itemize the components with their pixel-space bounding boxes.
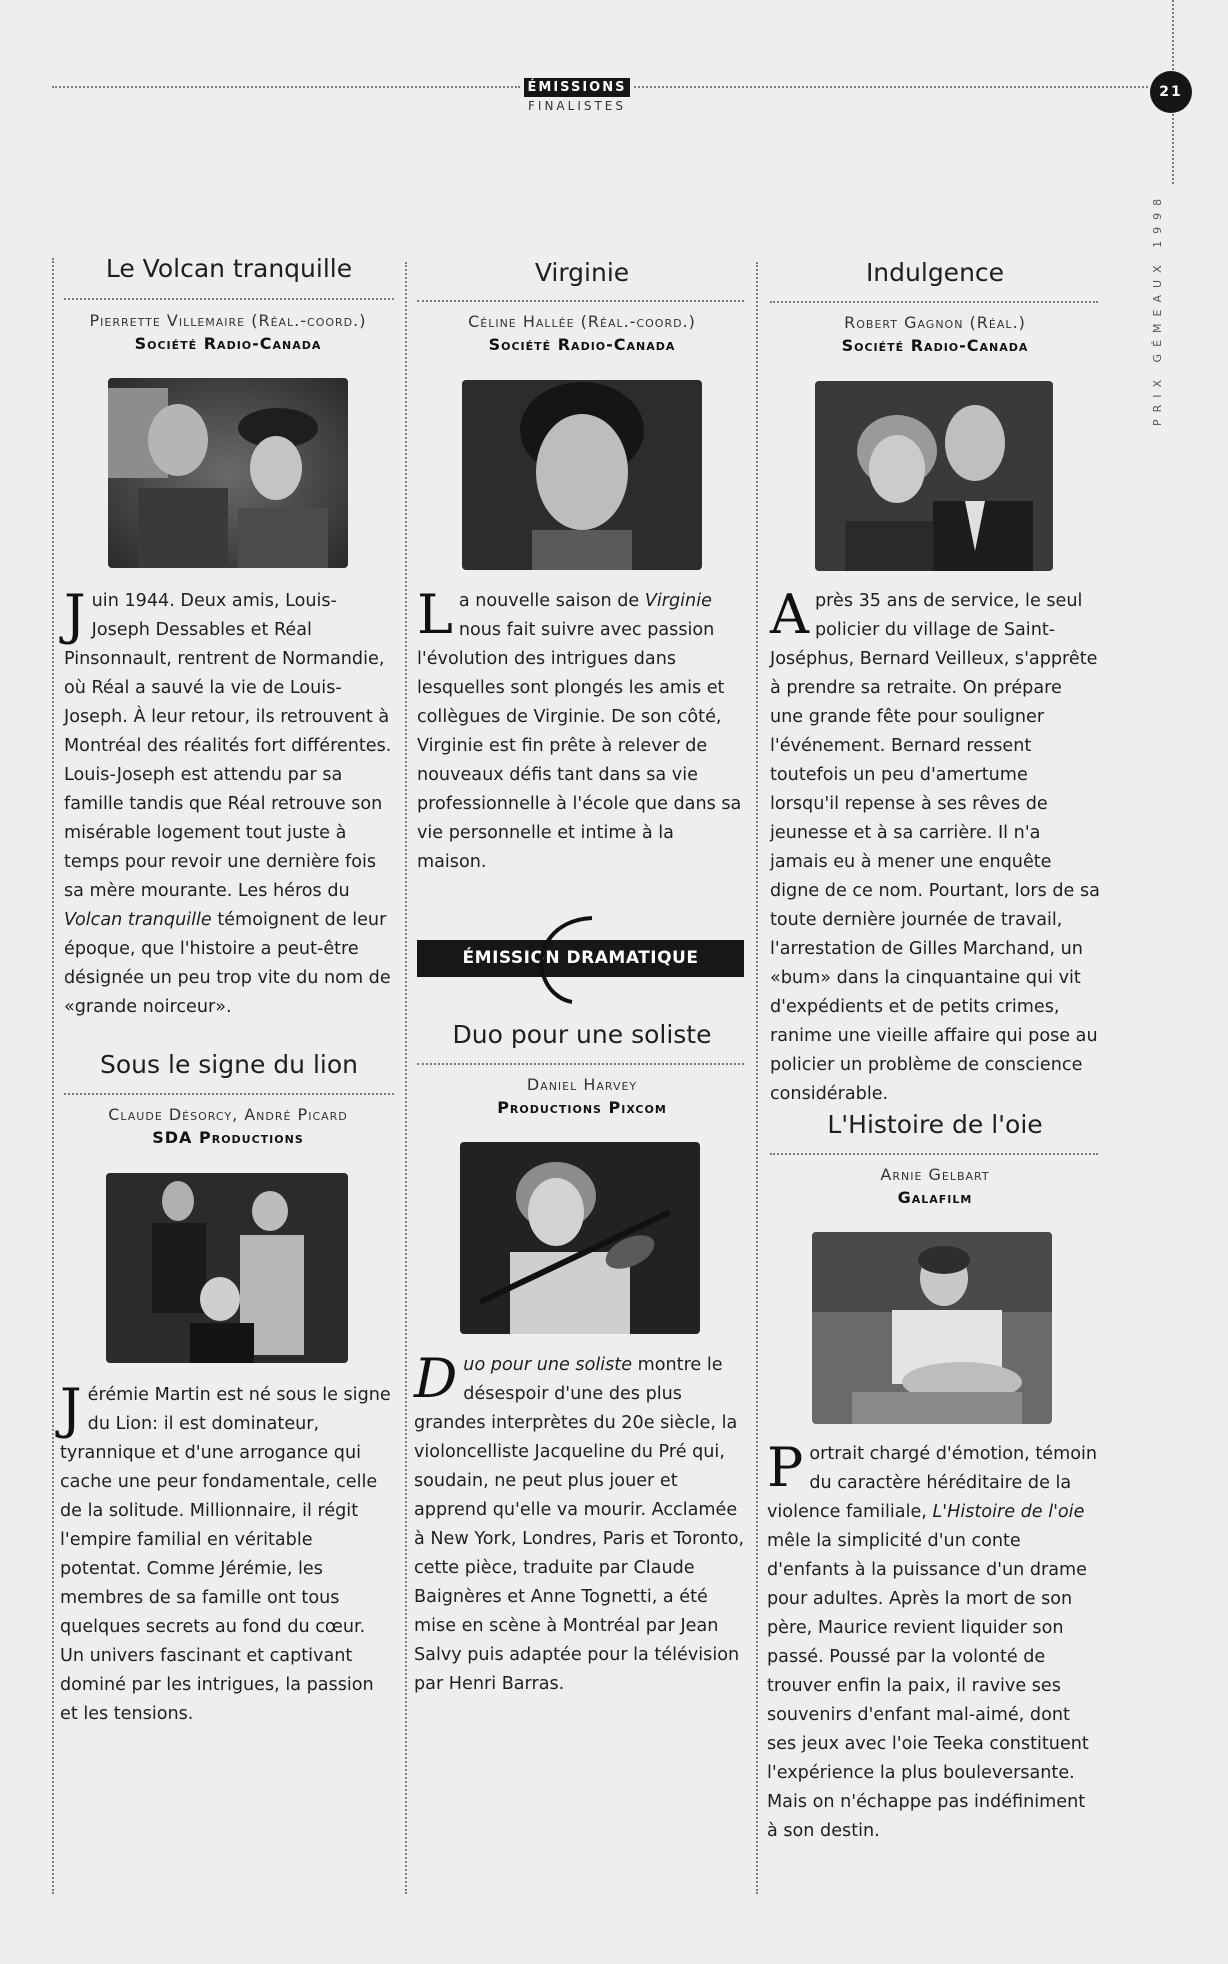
show-synopsis [417, 583, 747, 877]
column-rule-2 [405, 262, 407, 1894]
right-margin-rule [1172, 0, 1174, 70]
column-rule-3 [756, 262, 758, 1894]
show-title: L'Histoire de l'oie [827, 1110, 1043, 1139]
synopsis-text: près 35 ans de service, le seul policier du village de Saint-Joséphus, Bernard Veilleux, s'apprête à prendre sa retraite. On prépare une grande fête pour souligner l'événement. Bernard ressent toutefois un peu d'amertume lorsqu'il repense à ses rêves de jeunesse et à sa carrière. Il n'a jamais eu à mener une enquête digne de ce nom. Pourtant, lors de sa toute dernière journée de travail, l'arrestation de Gilles Marchand, un «bum» dans la cinquantaine qui vit d'expédients et de petits crimes, ranime une vieille affaire qui pose au policier un problème de conscience considérable. [770, 591, 1100, 1104]
synopsis-italic: Virginie [644, 591, 712, 611]
synopsis-text: ortrait chargé d'émotion, témoin du caractère héréditaire de la violence familiale, [767, 1444, 1098, 1522]
producer-credit: Société Radio-Canada [488, 335, 676, 354]
show-synopsis [767, 1436, 1101, 1846]
synopsis-italic: L'Histoire de l'oie [932, 1502, 1085, 1522]
show-title: Indulgence [865, 258, 1005, 287]
synopsis-text-end: témoignent de leur époque, que l'histoire a peut-être désignée un peu trop vite du nom de «grande noirceur». [64, 910, 391, 1017]
drop-cap: P [767, 1436, 804, 1499]
synopsis-text-end: mêle la simplicité d'un conte d'enfants à la puissance d'un drame pour adultes. Après la mort de son père, Maurice revient liquider son passé. Poussé par la volonté de trouver enfin la paix, il ravive ses souvenirs d'enfant mal-aimé, dont ses jeux avec l'oie Teeka constituent l'expérience la plus bouleversante. Mais on n'échappe pas indéfiniment à son destin. [767, 1531, 1089, 1841]
show-synopsis [60, 1377, 394, 1729]
synopsis-text-end: nous fait suivre avec passion l'évolution des intrigues dans lesquelles sont plongés les amis et collègues de Virginie. De son côté, Virginie est fin prête à relever de nouveaux défis tant dans sa vie professionnelle à l'école que dans sa vie personnelle et intime à la maison. [417, 620, 742, 872]
show-title: Sous le signe du lion [100, 1050, 358, 1079]
two-people-period-costume-photo [108, 378, 348, 568]
family-group-photo [106, 1173, 348, 1363]
right-margin-rule-lower [1172, 114, 1174, 184]
director-credit: Pierrette Villemaire (Réal.-coord.) [89, 311, 367, 330]
woman-with-violin-photo [460, 1142, 700, 1334]
show-title: Le Volcan tranquille [105, 254, 353, 283]
subsection-label: FINALISTES [528, 99, 626, 113]
show-title: Virginie [534, 258, 630, 287]
title-rule [64, 1093, 394, 1095]
page-number: 21 [1150, 71, 1192, 113]
drop-cap: A [770, 583, 809, 646]
title-rule [770, 301, 1098, 303]
producer-credit: Société Radio-Canada [134, 334, 322, 353]
title-rule [417, 300, 744, 302]
producer-credit: Productions Pixcom [497, 1098, 667, 1117]
show-credits [765, 311, 1105, 357]
title-rule [64, 298, 394, 300]
producer-credit: Galafilm [897, 1188, 973, 1207]
boy-with-goose-photo [812, 1232, 1052, 1424]
drop-cap: J [64, 583, 86, 646]
show-credits [58, 309, 398, 355]
show-title: Duo pour une soliste [452, 1020, 712, 1049]
band-arc-ornament [530, 910, 600, 1006]
couple-portrait-photo [815, 381, 1053, 571]
show-credits [765, 1163, 1105, 1209]
drop-cap: J [60, 1377, 82, 1440]
synopsis-text-end: montre le désespoir d'une des plus grandes interprètes du 20e siècle, la violoncelliste Jacqueline du Pré qui, soudain, ne peut plus jouer et apprend qu'elle va mourir. Acclamée à New York, Londres, Paris et Toronto, cette pièce, traduite par Claude Baignères et Anne Tognetti, a été mise en scène à Montréal par Jean Salvy puis adaptée pour la télévision par Henri Barras. [414, 1355, 745, 1694]
show-credits [58, 1103, 398, 1149]
title-rule [770, 1153, 1098, 1155]
header-rule-right [634, 86, 1148, 88]
director-credit: Robert Gagnon (Réal.) [844, 313, 1026, 332]
section-label: ÉMISSIONS [524, 78, 630, 97]
column-rule-1 [52, 258, 54, 1894]
drop-cap: L [417, 583, 453, 646]
synopsis-text: érémie Martin est né sous le signe du Lion: il est dominateur, tyrannique et d'une arrogance qui cache une peur fondamentale, celle de la solitude. Millionnaire, il régit l'empire familial en véritable potentat. Comme Jérémie, les membres de sa famille ont tous quelques secrets au fond du cœur. Un univers fascinant et captivant dominé par les intrigues, la passion et les tensions. [60, 1385, 391, 1724]
director-credit: Daniel Harvey [526, 1075, 638, 1094]
producer-credit: SDA Productions [152, 1128, 304, 1147]
show-synopsis [64, 583, 394, 1022]
producer-credit: Société Radio-Canada [841, 336, 1029, 355]
show-synopsis [414, 1347, 748, 1699]
show-synopsis [770, 583, 1100, 1109]
director-credit: Céline Hallée (Réal.-coord.) [468, 312, 696, 331]
header-rule-left [52, 86, 520, 88]
drop-cap: D [414, 1347, 458, 1410]
show-credits [412, 310, 752, 356]
category-band: ÉMISSION DRAMATIQUE [417, 940, 744, 977]
synopsis-text: a nouvelle saison de [458, 591, 645, 611]
synopsis-text: uin 1944. Deux amis, Louis-Joseph Dessables et Réal Pinsonnault, rentrent de Normandie, où Réal a sauvé la vie de Louis-Joseph. À leur retour, ils retrouvent à Montréal des réalités fort différentes. Louis-Joseph est attendu par sa famille tandis que Réal retrouve son misérable logement tout juste à temps pour revoir une dernière fois sa mère mourante. Les héros du [64, 591, 392, 901]
synopsis-italic: Volcan tranquille [64, 910, 212, 930]
director-credit: Claude Désorcy, André Picard [108, 1105, 348, 1124]
director-credit: Arnie Gelbart [880, 1165, 990, 1184]
woman-portrait-photo [462, 380, 702, 570]
show-credits [412, 1073, 752, 1119]
synopsis-italic: uo pour une soliste [463, 1355, 633, 1375]
title-rule [417, 1063, 744, 1065]
